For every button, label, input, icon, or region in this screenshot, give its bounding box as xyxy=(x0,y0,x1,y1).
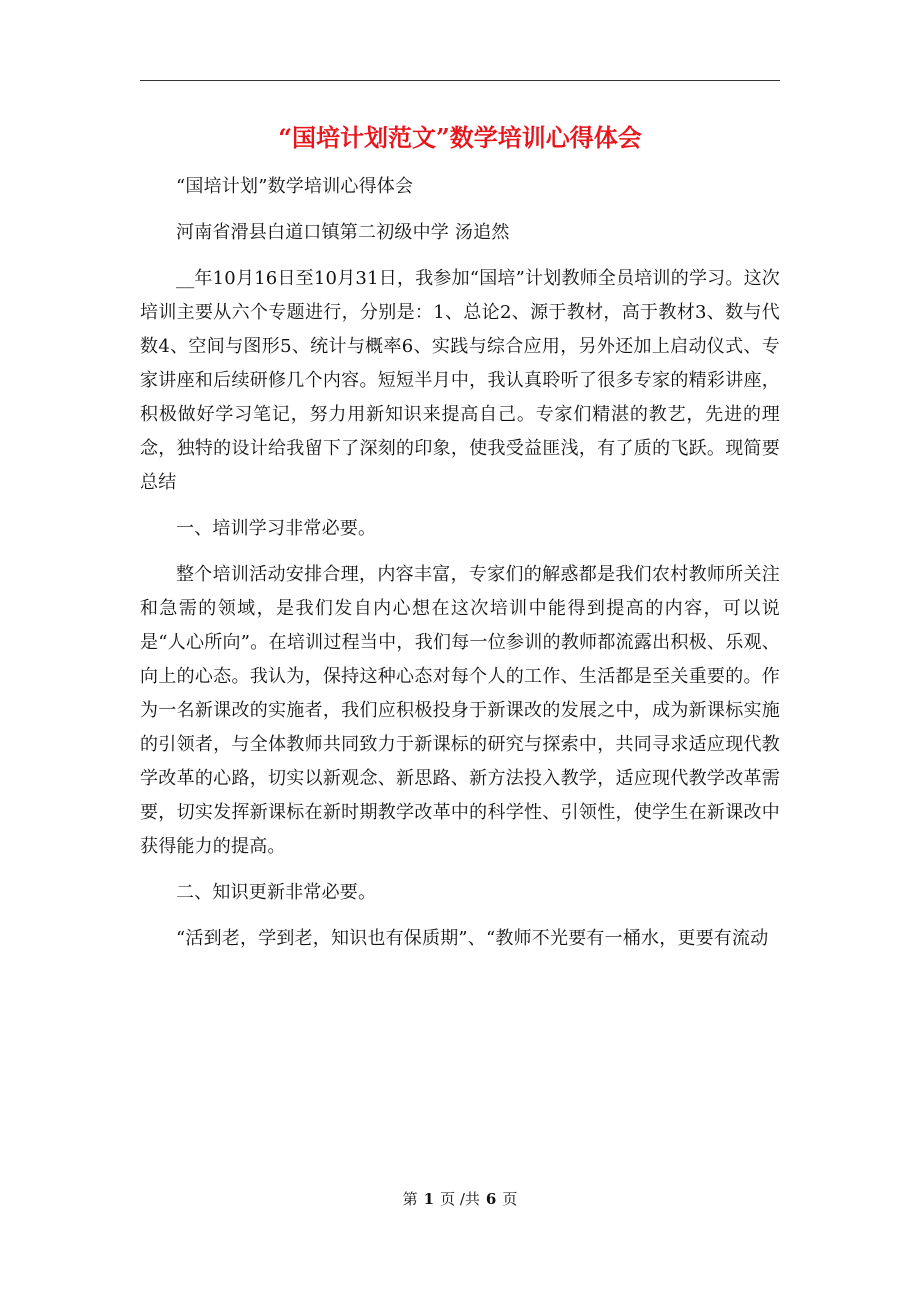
page-footer xyxy=(140,1187,780,1211)
intro-paragraph: __年10月16日至10月31日，我参加“国培”计划教师全员培训的学习。这次培训主要从六个专题进行，分别是：1、总论2、源于教材，高于教材3、数与代数4、空间与图形5、统计与概率6、实践与综合应用，另外还加上启动仪式、专家讲座和后续研修几个内容。短短半月中，我认真聆听了很多专家的精彩讲座，积极做好学习笔记，努力用新知识来提高自己。专家们精湛的教艺，先进的理念，独特的设计给我留下了深刻的印象，使我受益匪浅，有了质的飞跃。现简要总结 xyxy=(140,268,780,493)
page-number: 1 xyxy=(423,1190,435,1208)
document-body xyxy=(140,170,780,956)
section-heading-2: 二、知识更新非常必要。 xyxy=(176,882,377,903)
document-title: “国培计划范文”数学培训心得体会 xyxy=(278,123,642,152)
body-paragraph: 整个培训活动安排合理，内容丰富，专家们的解惑都是我们农村教师所关注和急需的领域，是我们发自内心想在这次培训中能得到提高的内容，可以说是“人心所向”。在培训过程当中，我们每一位参训的教师都流露出积极、乐观、向上的心态。我认为，保持这种心态对每个人的工作、生活都是至关重要的。作为一名新课改的实施者，我们应积极投身于新课改的发展之中，成为新课标实施的引领者，与全体教师共同致力于新课标的研究与探索中，共同寻求适应现代教学改革的心路，切实以新观念、新思路、新方法投入教学，适应现代教学改革需要，切实发挥新课标在新时期教学改革中的科学性、引领性，使学生在新课改中获得能力的提高。 xyxy=(140,564,780,857)
subtitle-paragraph: “国培计划”数学培训心得体会 xyxy=(176,176,414,197)
footer-middle: 页 /共 xyxy=(440,1190,480,1208)
total-pages: 6 xyxy=(485,1190,497,1208)
header-rule xyxy=(140,80,780,81)
footer-prefix: 第 xyxy=(402,1190,418,1208)
author-paragraph: 河南省滑县白道口镇第二初级中学 汤追然 xyxy=(176,222,510,243)
footer-suffix: 页 xyxy=(502,1190,518,1208)
section-heading-1: 一、培训学习非常必要。 xyxy=(176,518,377,539)
body-paragraph-continued: “活到老，学到老，知识也有保质期”、“教师不光要有一桶水，更要有流动 xyxy=(176,928,769,949)
